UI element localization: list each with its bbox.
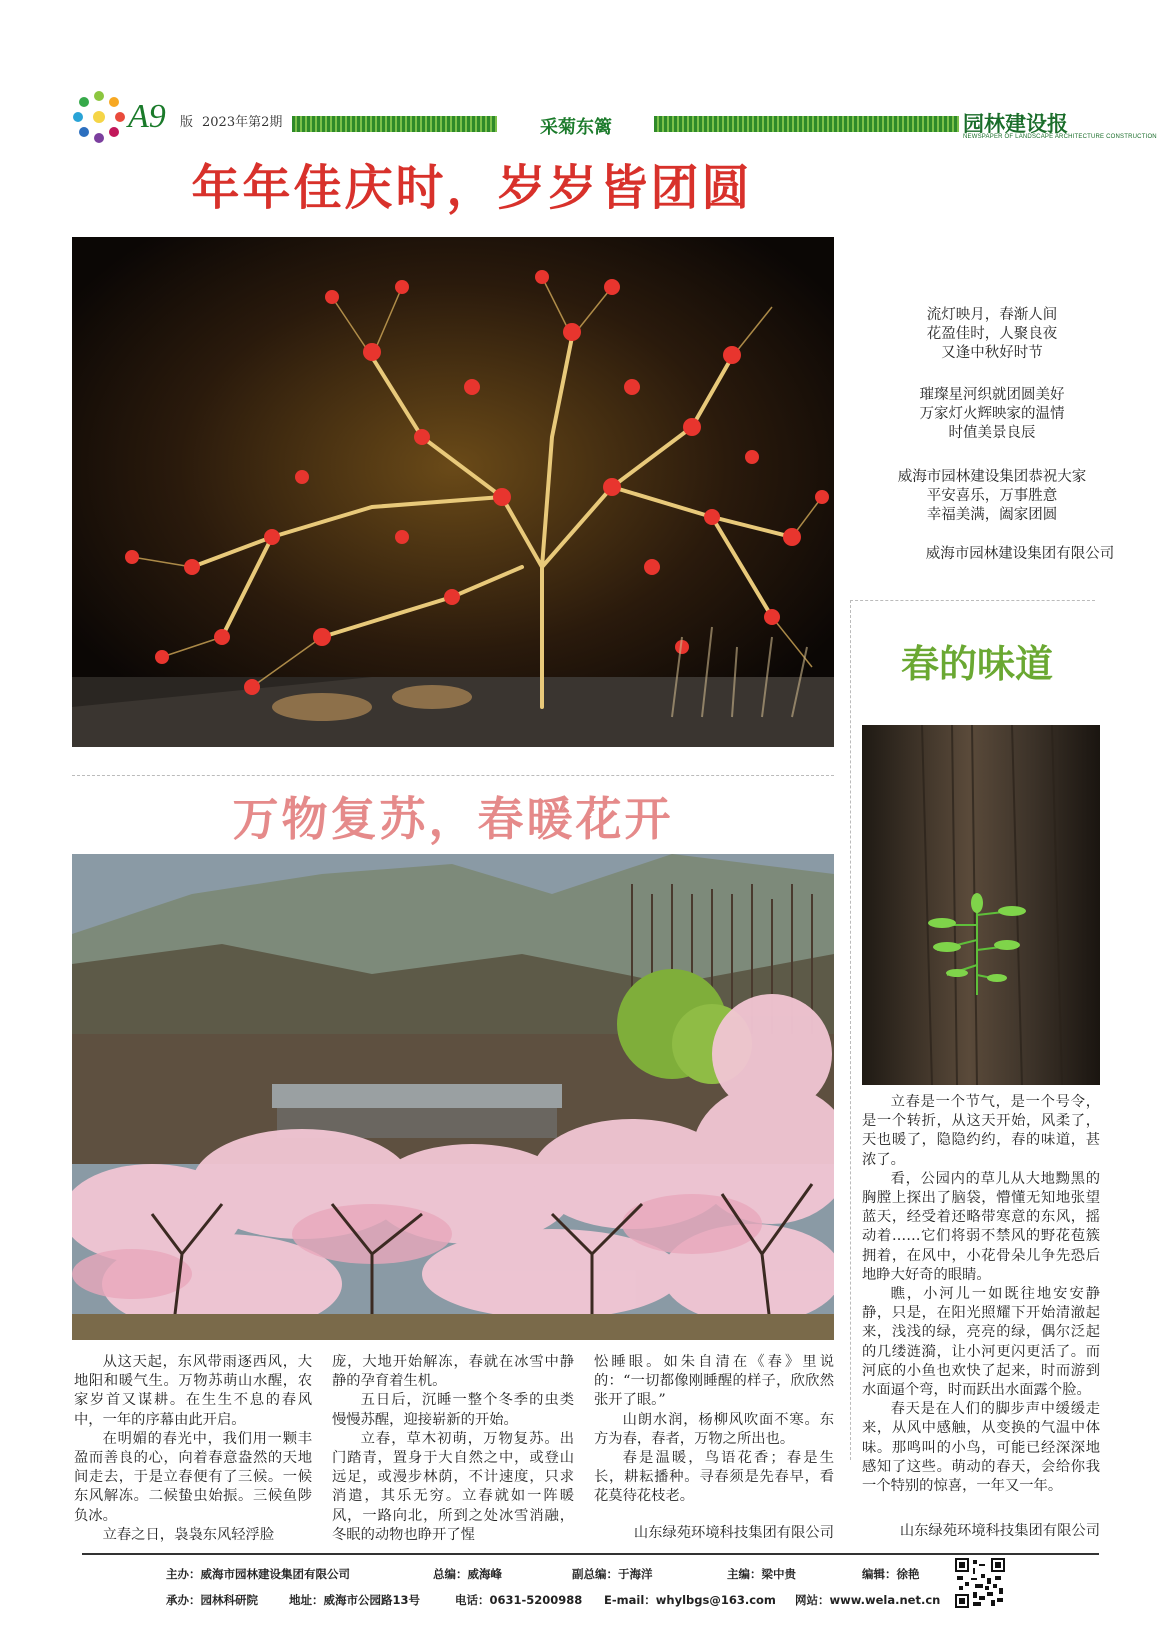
paragraph: 春是温暖，鸟语花香；春是生长，耕耘播种。寻春须是先春早，看花莫待花枝老。: [594, 1450, 834, 1505]
paragraph: 从这天起，东风带雨逐西风，大地阳和暖气生。万物苏萌山水醒，农家岁首又谋耕。在生生不息的春风中，一年的序幕由此开启。: [74, 1354, 312, 1428]
sprout-on-tree-trunk-photo: [862, 725, 1100, 1085]
footer-value: 于海洋: [618, 1567, 653, 1581]
poem-signature: 威海市园林建设集团有限公司: [925, 546, 1115, 562]
footer-value: 威海峰: [467, 1567, 502, 1581]
headline-taste-of-spring: 春的味道: [900, 641, 1053, 686]
footer-rule: [82, 1553, 1099, 1555]
footer-label: 总编：: [433, 1567, 468, 1581]
headline-spring-blossom: 万物复苏，春暖花开: [232, 792, 674, 846]
poem-line: 璀璨星河织就团圆美好: [919, 387, 1065, 403]
footer-value: 园林科研院: [200, 1593, 258, 1607]
poem-line: 流灯映月，春渐人间: [926, 307, 1058, 323]
paragraph: 在明媚的春光中，我们用一颗丰盈而善良的心，向着春意盎然的天地间走去，于是立春便有了三候。一候东风解冻。二候蛰虫始振。三候鱼陟负冰。: [74, 1430, 312, 1524]
footer-label: 主办：: [166, 1567, 201, 1581]
footer-address: [289, 1593, 420, 1607]
poem-line: 时值美景良辰: [948, 425, 1036, 441]
brand-logo: 园林建设报: [963, 111, 1068, 136]
footer-label: 副总编：: [572, 1567, 618, 1581]
page-suffix: 版: [180, 115, 194, 130]
footer-label: 承办：: [166, 1593, 201, 1607]
article2-column-3: [594, 1353, 834, 1507]
qr-code-icon[interactable]: [955, 1558, 1005, 1608]
masthead-bar-right: [654, 116, 959, 132]
divider: [850, 600, 851, 1460]
footer-value: 0631-5200988: [489, 1593, 583, 1607]
paragraph-continued: 庞，大地开始解冻，春就在冰雪中静静的孕育着生机。: [332, 1354, 574, 1390]
poem-line: 花盈佳时，人聚良夜: [926, 326, 1058, 342]
footer-value[interactable]: www.wela.net.cn: [829, 1593, 941, 1607]
footer-label: 地址：: [289, 1593, 324, 1607]
article2-column-1: [74, 1353, 312, 1545]
peach-blossom-valley-photo: [72, 854, 834, 1340]
paragraph: 立春之日，袅袅东风轻浮脸: [102, 1526, 275, 1543]
footer-label: E-mail：: [604, 1593, 656, 1607]
footer-value: 徐艳: [896, 1567, 920, 1581]
article3-body: [862, 1093, 1100, 1496]
footer-organizer: [166, 1593, 258, 1607]
footer-editor: [862, 1567, 920, 1581]
paragraph-continued: 忪睡眼。如朱自清在《春》里说的：“一切都像刚睡醒的样子，欣欣然张开了眼。”: [594, 1354, 834, 1409]
lantern-tree-photo: [72, 237, 834, 747]
footer-value[interactable]: whylbgs@163.com: [655, 1593, 776, 1607]
paragraph: 立春是一个节气，是一个号令，是一个转折，从这天开始，风柔了，天也暖了，隐隐约约，春的味道，甚浓了。: [862, 1094, 1100, 1168]
masthead-bar-left: [292, 116, 497, 132]
column-name: 采菊东篱: [540, 117, 612, 138]
footer-value: 威海市公园路13号: [323, 1593, 421, 1607]
article3-signature: 山东绿苑环境科技集团有限公司: [899, 1523, 1100, 1539]
paragraph: 山朗水润，杨柳风吹面不寒。东方为春，春者，万物之所出也。: [594, 1411, 834, 1447]
footer-label: 主编：: [727, 1567, 762, 1581]
footer-chief-editor: [433, 1567, 502, 1581]
footer-label: 网站：: [795, 1593, 830, 1607]
paragraph: 立春，草木初萌，万物复苏。出门踏青，置身于大自然之中，或登山远足，或漫步林荫，不计速度，只求消遣，其乐无穷。立春就如一阵暖风，一路向北，所到之处冰雪消融，冬眠的动物也睁开了惺: [332, 1430, 574, 1543]
paragraph: 看，公园内的草儿从大地黝黑的胸膛上探出了脑袋，懵懂无知地张望蓝天，经受着还略带寒意的东风，摇动着……它们将弱不禁风的野花苞簇拥着，在风中，小花骨朵儿争先恐后地睁大好奇的眼睛。: [862, 1170, 1100, 1283]
footer-email[interactable]: [604, 1593, 776, 1607]
poem-line: 幸福美满，阖家团圆: [926, 507, 1058, 523]
footer-label: 电话：: [455, 1593, 490, 1607]
newspaper-logo-icon: [70, 88, 128, 146]
divider: [850, 600, 1095, 601]
article2-signature: 山东绿苑环境科技集团有限公司: [633, 1525, 834, 1541]
paragraph: 五日后，沉睡一整个冬季的虫类慢慢苏醒，迎接崭新的开始。: [332, 1392, 574, 1428]
footer-deputy-editor: [572, 1567, 653, 1581]
page-number: A9: [128, 98, 166, 135]
issue-number: 2023年第2期: [202, 115, 283, 130]
brand-english-name: NEWSPAPER OF LANDSCAPE ARCHITECTURE CONSTRUCTION: [963, 134, 1157, 140]
poem-line: 万家灯火辉映家的温情: [919, 406, 1065, 422]
paragraph: 春天是在人们的脚步声中缓缓走来，从风中感触，从变换的气温中体味。那鸣叫的小鸟，可能已经深深地感知了这些。萌动的春天，会给你我一个特别的惊喜，一年又一年。: [862, 1401, 1100, 1495]
poem-line: 威海市园林建设集团恭祝大家: [897, 469, 1087, 485]
poem-line: 又逢中秋好时节: [941, 345, 1043, 361]
footer-editor-in-charge: [727, 1567, 796, 1581]
poem-stanza-2: [852, 386, 1132, 443]
footer-value: 梁中贵: [761, 1567, 796, 1581]
poem-line: 平安喜乐，万事胜意: [926, 488, 1058, 504]
footer-phone: [455, 1593, 582, 1607]
poem-stanza-1: [852, 306, 1132, 363]
paragraph: 瞧，小河儿一如既往地安安静静，只是，在阳光照耀下开始清澈起来，浅浅的绿，亮亮的绿，偶尔泛起的几缕涟漪，让小河更闪更活了。而河底的小鱼也欢快了起来，时而游到水面逼个弯，时而跃出水面露个脸。: [862, 1286, 1100, 1399]
footer-label: 编辑：: [862, 1567, 897, 1581]
poem-stanza-3: [852, 468, 1132, 525]
footer-sponsor: [166, 1567, 350, 1581]
headline-reunion: 年年佳庆时，岁岁皆团圆: [191, 160, 753, 216]
footer-website[interactable]: [795, 1593, 940, 1607]
divider: [72, 775, 834, 776]
article2-column-2: [332, 1353, 574, 1545]
footer-value: 威海市园林建设集团有限公司: [200, 1567, 350, 1581]
